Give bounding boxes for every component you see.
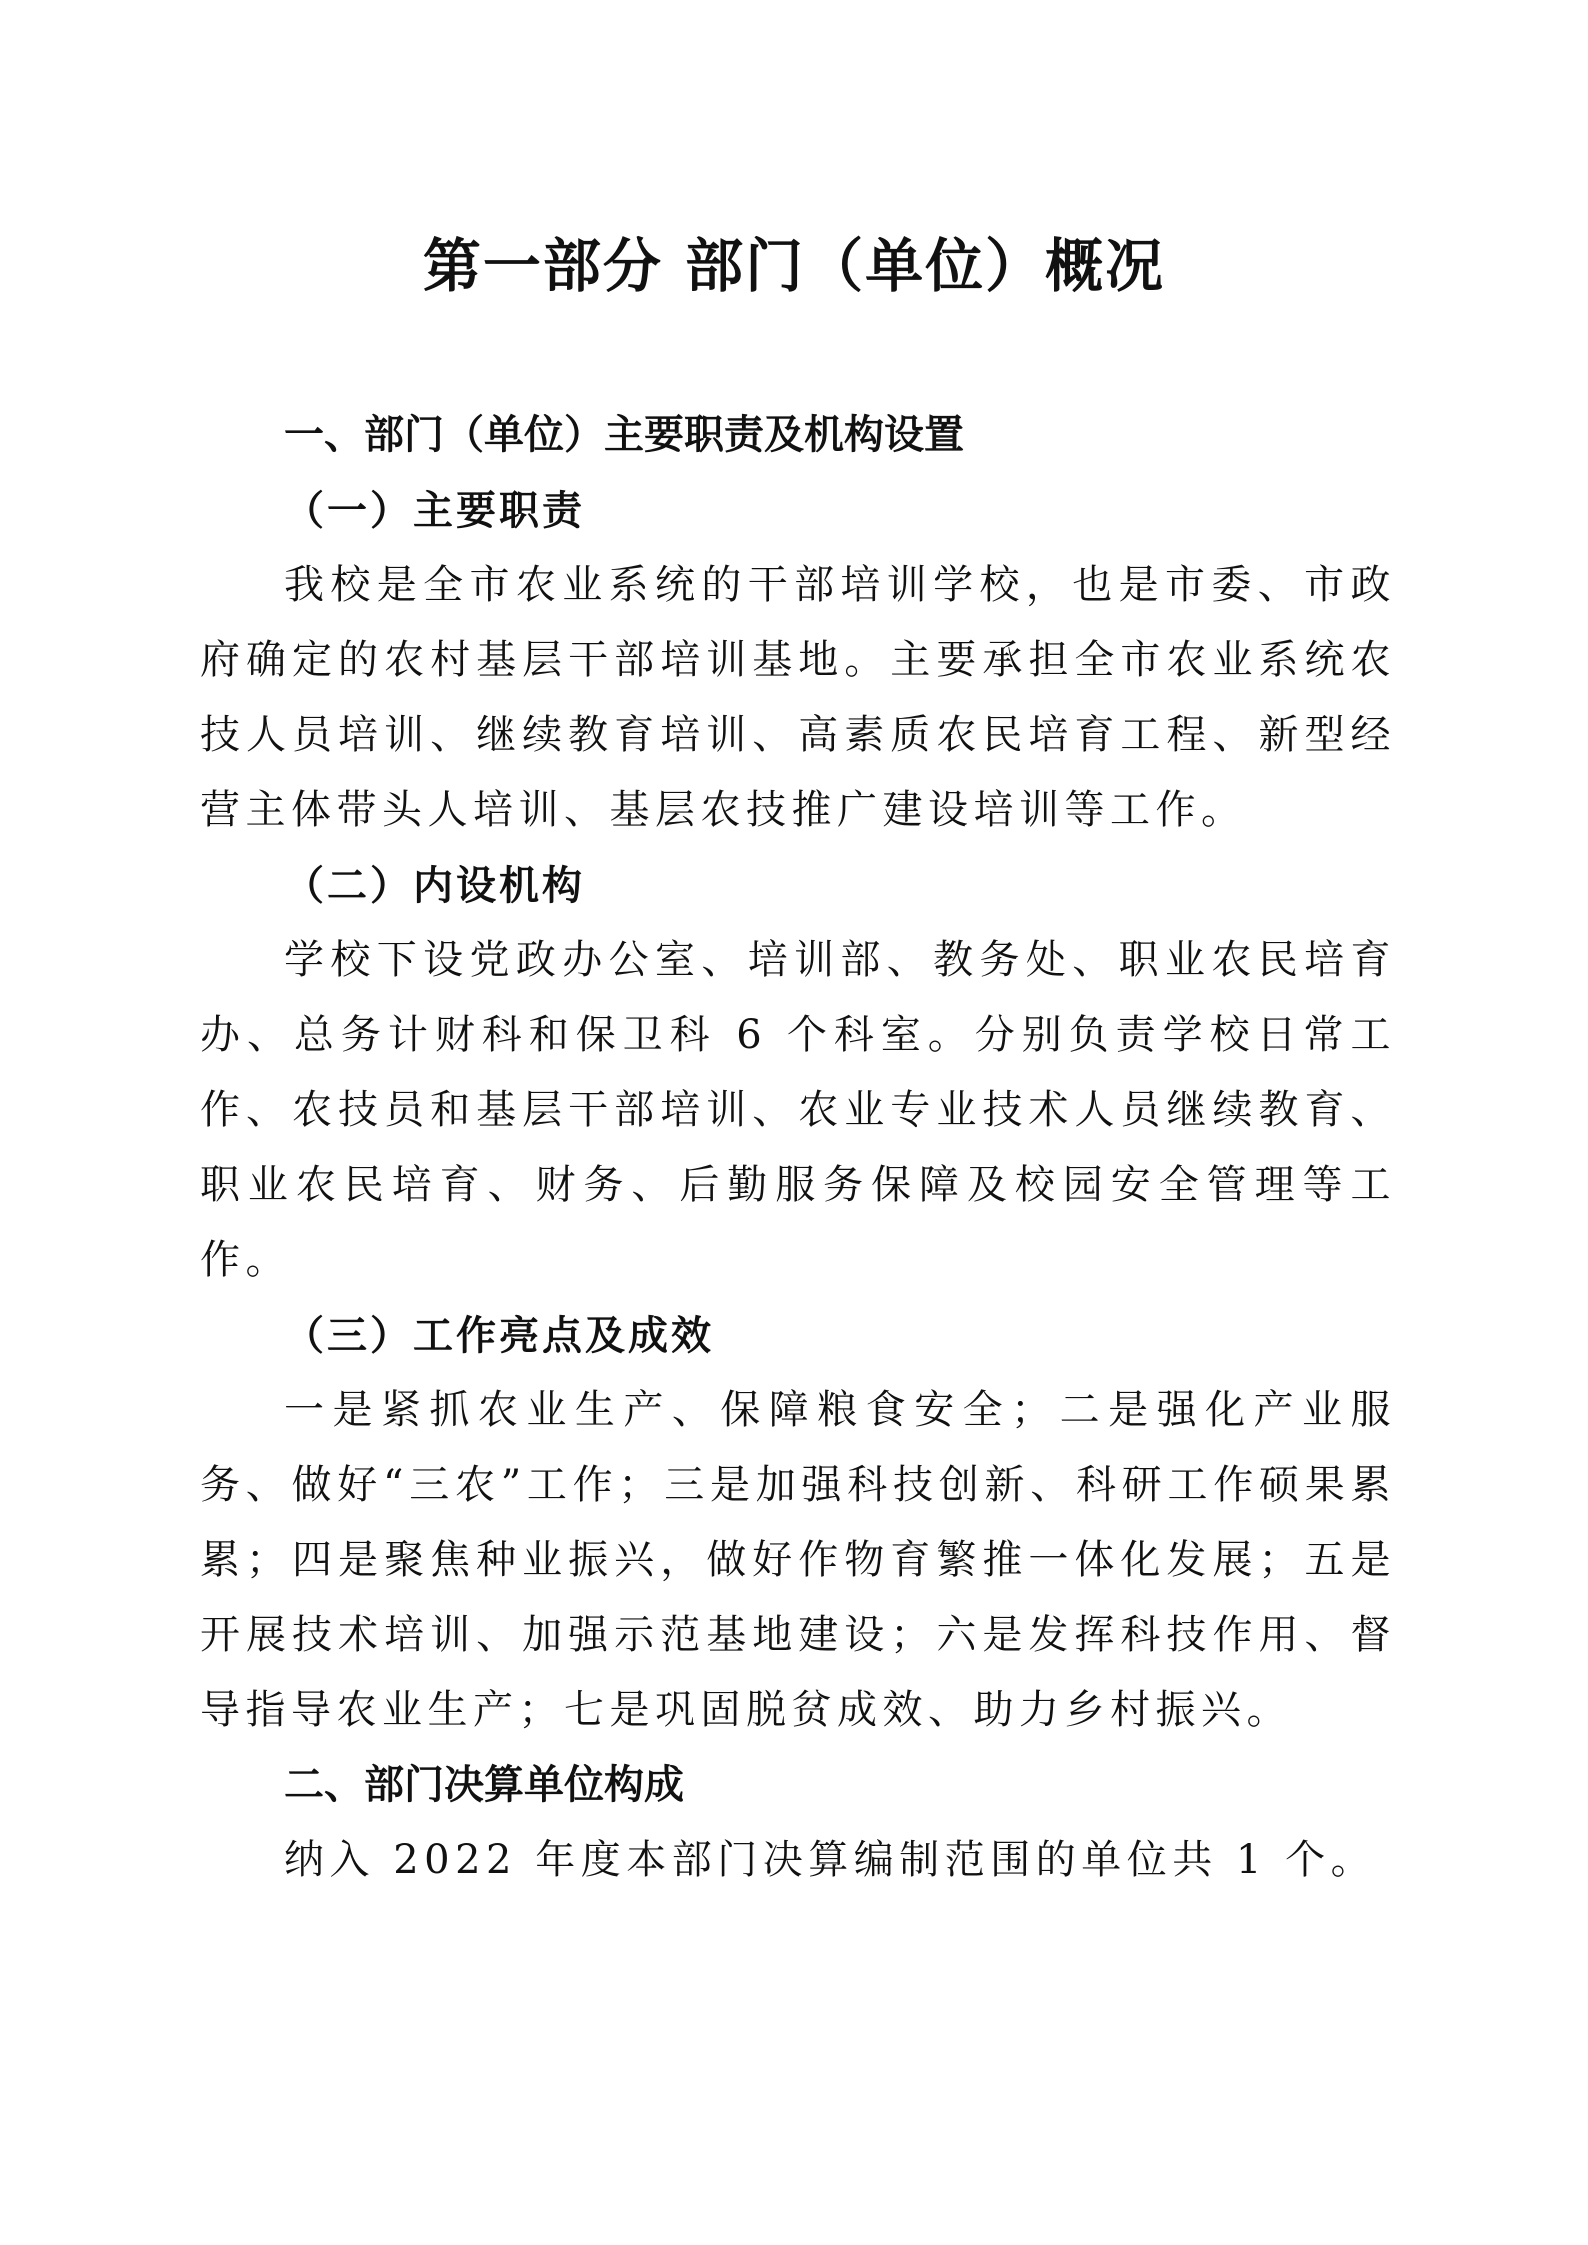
section-heading-duties-structure: 一、部门（单位）主要职责及机构设置 — [284, 412, 964, 458]
subsection-heading-main-duties: （一）主要职责 — [284, 487, 585, 534]
document-body — [200, 398, 1396, 1898]
paragraph-unit-composition: 纳入 2022 年度本部门决算编制范围的单位共 1 个。 — [284, 1837, 1377, 1883]
section-heading-unit-composition: 二、部门决算单位构成 — [284, 1762, 684, 1808]
subsection-heading-highlights: （三）工作亮点及成效 — [284, 1312, 714, 1359]
paragraph-highlights: 一是紧抓农业生产、保障粮食安全；二是强化产业服务、做好“三农”工作；三是加强科技创新、科研工作硕果累累；四是聚焦种业振兴，做好作物育繁推一体化发展；五是开展技术培训、加强示范基地建设；六是发挥科技作用、督导指导农业生产；七是巩固脱贫成效、助力乡村振兴。 — [200, 1387, 1396, 1733]
paragraph-main-duties: 我校是全市农业系统的干部培训学校，也是市委、市政府确定的农村基层干部培训基地。主要承担全市农业系统农技人员培训、继续教育培训、高素质农民培育工程、新型经营主体带头人培训、基层农技推广建设培训等工作。 — [200, 562, 1396, 833]
subsection-heading-internal-structure: （二）内设机构 — [284, 862, 585, 909]
paragraph-internal-structure: 学校下设党政办公室、培训部、教务处、职业农民培育办、总务计财科和保卫科 6 个科室。分别负责学校日常工作、农技员和基层干部培训、农业专业技术人员继续教育、职业农民培育、财务、后勤服务保障及校园安全管理等工作。 — [200, 937, 1396, 1283]
page-title: 第一部分 部门（单位）概况 — [422, 232, 1166, 300]
